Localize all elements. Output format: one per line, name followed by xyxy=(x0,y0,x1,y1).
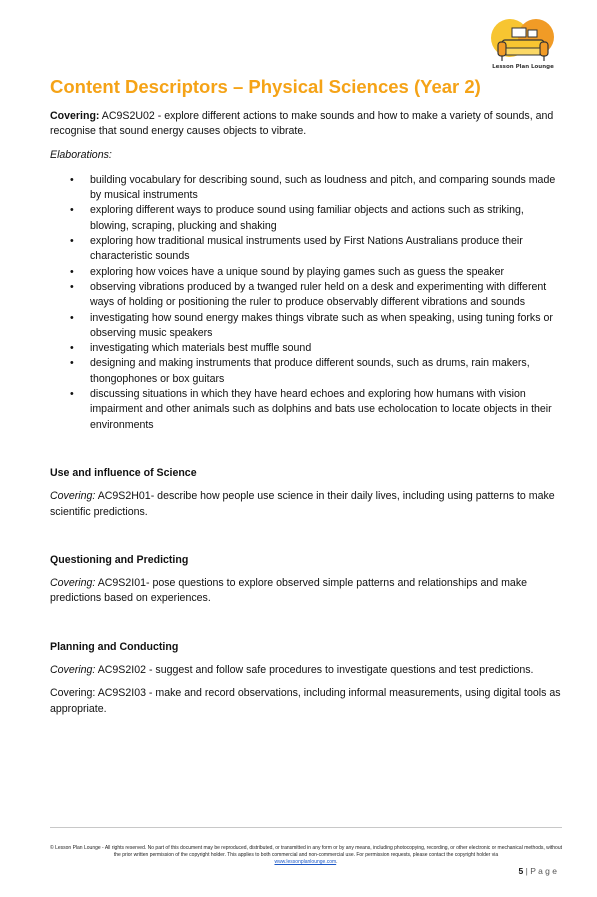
section-covering xyxy=(50,663,562,678)
covering-text: AC9S2I02 - suggest and follow safe procedures to investigate questions and test predictions. xyxy=(95,664,534,677)
page-title: Content Descriptors – Physical Sciences (Year 2) xyxy=(50,76,481,97)
page-number xyxy=(519,866,557,876)
section-covering-2: Covering: AC9S2I03 - make and record observations, including informal measurements, using digital tools as appropriate. xyxy=(50,687,561,715)
page-number-value: 5 xyxy=(518,866,524,876)
covering-text: AC9S2I01- pose questions to explore observed simple patterns and relationships and make predictions based on experiences. xyxy=(50,577,528,605)
elaborations-list xyxy=(50,173,562,433)
covering-label: Covering: xyxy=(50,577,96,590)
covering-text: AC9S2H01- describe how people use science in their daily lives, including using patterns to make scientific predictions. xyxy=(50,490,555,518)
covering-label: Covering: xyxy=(50,110,100,122)
list-item: • exploring different ways to produce sound using familiar objects and actions such as striking, blowing, scraping, plucking and shaking xyxy=(50,203,562,234)
footer-text: © Lesson Plan Lounge - All rights reserved. No part of this document may be reproduced, distributed, or transmitted in any form or by any means, including photocopying, recording, or other electronic or mechanical methods, without the prior written permission of the copyright holder. This applies to both commercial and non-commercial use. For permission requests, please contact the copyright holder via xyxy=(50,845,563,858)
page-separator: | xyxy=(523,866,531,876)
elaborations-label: Elaborations: xyxy=(50,148,112,161)
covering-label: Covering: xyxy=(50,490,96,503)
covering-label: Covering: xyxy=(50,664,96,677)
section-heading: Questioning and Predicting xyxy=(50,553,189,566)
list-item: • observing vibrations produced by a twanged ruler held on a desk and experimenting with different ways of holding or positioning the ruler to produce observably different vibrations and sounds xyxy=(50,280,562,311)
list-item: • building vocabulary for describing sound, such as loudness and pitch, and comparing sounds made by musical instruments xyxy=(50,173,562,204)
list-item: • investigating how sound energy makes things vibrate such as when speaking, using tuning forks or observing music speakers xyxy=(50,311,562,342)
list-item: • discussing situations in which they have heard echoes and exploring how humans with vision impairment and other animals such as dolphins and bats use echolocation to locate objects in their environments xyxy=(50,387,562,433)
covering-paragraph xyxy=(50,109,562,140)
footer-copyright xyxy=(50,845,562,866)
list-item: • designing and making instruments that produce different sounds, such as drums, rain makers, thongophones or box guitars xyxy=(50,356,562,387)
section-heading: Planning and Conducting xyxy=(50,640,179,653)
footer-link[interactable]: www.lessonplanlounge.com xyxy=(274,859,337,865)
section-heading: Use and influence of Science xyxy=(50,466,197,479)
section-use-and-influence xyxy=(50,466,562,520)
section-covering xyxy=(50,576,562,607)
footer-divider xyxy=(50,827,562,828)
section-questioning-and-predicting xyxy=(50,553,562,607)
footer-link-period: . xyxy=(336,859,338,865)
section-covering xyxy=(50,489,562,520)
document-body xyxy=(50,109,562,725)
list-item: • exploring how voices have a unique sound by playing games such as guess the speaker xyxy=(50,265,562,280)
section-planning-and-conducting xyxy=(50,640,562,717)
logo-caption: Lesson Plan Lounge xyxy=(492,64,554,70)
page-word: P a g e xyxy=(530,866,557,876)
covering-text: AC9S2U02 - explore different actions to make sounds and how to make a variety of sounds, and recognise that sound energy causes objects to vibrate. xyxy=(50,110,554,138)
list-item: • investigating which materials best muffle sound xyxy=(50,341,562,356)
list-item: • exploring how traditional musical instruments used by First Nations Australians produce their characteristic sounds xyxy=(50,234,562,265)
